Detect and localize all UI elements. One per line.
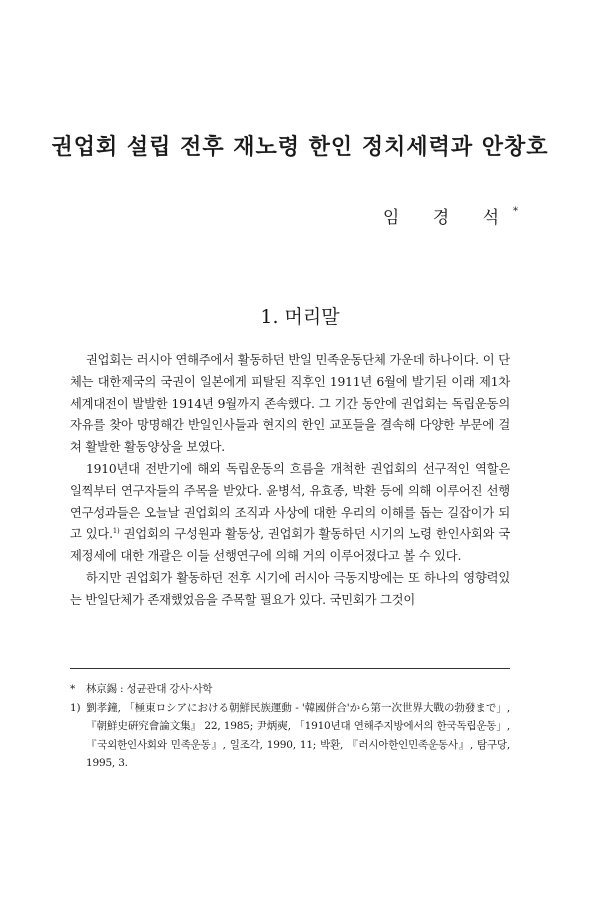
footnote-author [70,680,510,699]
paragraph-3: 하지만 권업회가 활동하던 전후 시기에 러시아 극동지방에는 또 하나의 영향력있는 반일단체가 존재했었음을 주목할 필요가 있다. 국민회가 그것이 [70,570,510,607]
footnote-text: 劉孝鐘, 「極東ロシアにおける朝鮮民族運動 - '韓國併合'から第一次世界大戰の勃發まで」, 『朝鮮史硏究會論文集』 22, 1985; 尹炳奭, 「1910년대 연해주지방에서의 한국독립운동」, 『국외한인사회와 민족운동』, 일조각, 1990, 11; 박환, 『러시아한인민족운동사』, 탐구당, 1995, 3. [86,701,510,769]
author-name [383,203,518,228]
author-name-text: 임 경 석 [382,208,513,228]
paragraph-2 [70,459,510,568]
author-footnote-mark: * [513,206,518,218]
footnote-divider [70,668,510,669]
body-text [70,350,510,612]
paragraph-2-text-before: 1910년대 전반기에 해외 독립운동의 흐름을 개척한 권업회의 선구적인 역할은 일찍부터 연구자들의 주목을 받았다. 윤병석, 유효종, 박환 등에 의해 이루어진 선행 연구성과들은 오늘날 권업회의 조직과 사상에 대한 우리의 이해를 돕는 길잡이가 되고 있다. [70,461,510,542]
paragraph-1: 권업회는 러시아 연해주에서 활동하던 반일 민족운동단체 가운데 하나이다. 이 단체는 대한제국의 국권이 일본에게 피탈된 직후인 1911년 6월에 발기된 이래 제1차 세계대전이 발발한 1914년 9월까지 존속했다. 그 기간 동안에 권업회는 독립운동의 자유를 찾아 망명해간 반일인사들과 현지의 한인 교포들을 결속해 다양한 부문에 걸쳐 활발한 활동양상을 보였다. [70,353,510,455]
footnote-text: 林京錫 : 성균관대 강사·사학 [86,683,213,695]
footnote-mark: 1) [70,701,81,714]
article-title: 권업회 설립 전후 재노령 한인 정치세력과 안창호 [51,134,549,160]
footnote-1 [70,699,510,773]
section-heading: 1. 머리말 [260,306,340,328]
paragraph-2-text-after: 권업회의 구성원과 활동상, 권업회가 활동하던 시기의 노령 한인사회와 국제정세에 대한 개괄은 이들 선행연구에 의해 거의 이루어졌다고 볼 수 있다. [70,527,510,564]
footnote-mark: * [70,683,76,695]
footnote-reference[interactable]: 1) [112,527,120,536]
footnotes [70,680,510,773]
